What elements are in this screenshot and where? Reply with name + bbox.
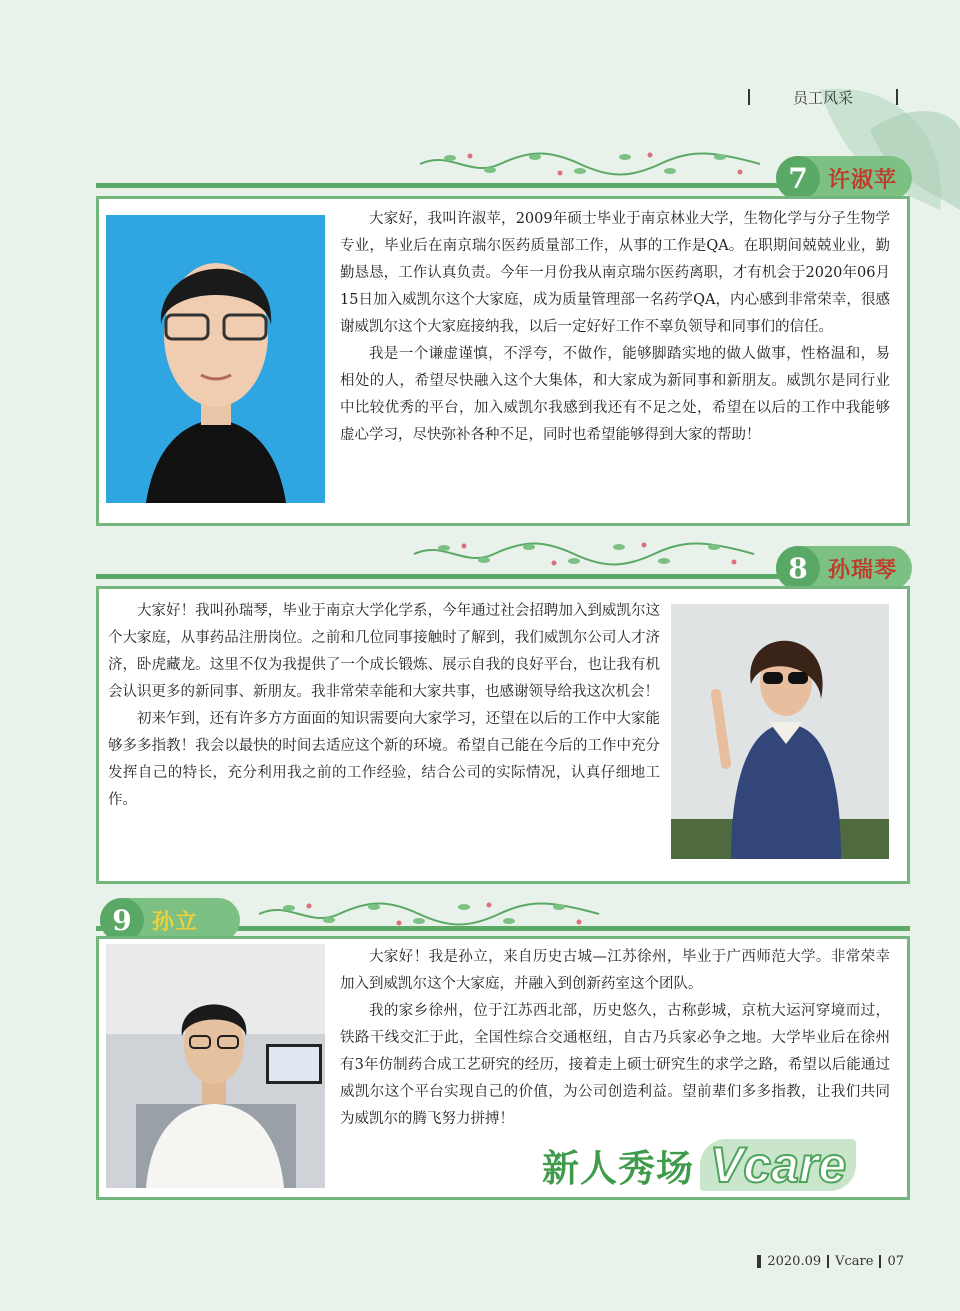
- paragraph: 大家好！我叫孙瑞琴，毕业于南京大学化学系，今年通过社会招聘加入到威凯尔这个大家庭，从事药品注册岗位。之前和几位同事接触时了解到，我们威凯尔公司人才济济，卧虎藏龙。这里不仅为我提供了一个成长锻炼、展示自我的良好平台，也让我有机会认识更多的新同事、新朋友。我非常荣幸能和大家共事，也感谢领导给我这次机会！: [108, 603, 660, 700]
- profile-photo-7: [106, 215, 325, 503]
- profile-number: 9: [100, 898, 144, 942]
- paragraph: 我是一个谦虚谨慎，不浮夸，不做作，能够脚踏实地的做人做事，性格温和，易相处的人，希望尽快融入这个大集体，和大家成为新同事和新朋友。威凯尔是同行业中比较优秀的平台，加入威凯尔我感到我还有不足之处，希望在以后的工作中我能够虚心学习，尽快弥补各种不足，同时也希望能够得到大家的帮助！: [340, 346, 890, 443]
- profile-text-9: [340, 944, 890, 1133]
- paragraph: 初来乍到，还有许多方方面面的知识需要向大家学习，还望在以后的工作中大家能够多多指教！我会以最快的时间去适应这个新的环境。希望自己能在今后的工作中充分发挥自己的特长，充分利用我之前的工作经验，结合公司的实际情况，认真仔细地工作。: [108, 711, 660, 808]
- brand-banner: [542, 1138, 902, 1192]
- portrait-illustration: [106, 944, 325, 1188]
- vine-decoration: [398, 540, 770, 568]
- footer-divider: [879, 1255, 881, 1268]
- profile-number: 7: [776, 156, 820, 200]
- profile-name: 许淑苹: [828, 166, 898, 193]
- footer-divider: [757, 1255, 761, 1268]
- profile-tag-7: [776, 156, 912, 200]
- paragraph: 我的家乡徐州，位于江苏西北部，历史悠久，古称彭城，京杭大运河穿境而过，铁路干线交汇于此，全国性综合交通枢纽，自古乃兵家必争之地。大学毕业后在徐州有3年仿制药合成工艺研究的经历，接着走上硕士研究生的求学之路，希望以后能通过威凯尔这个平台实现自己的价值，为公司创造利益。望前辈们多多指教，让我们共同为威凯尔的腾飞努力拼搏！: [340, 1003, 890, 1127]
- profile-number: 8: [776, 546, 820, 590]
- header-divider-right: [896, 89, 898, 105]
- profile-text-7: [340, 206, 890, 449]
- profile-photo-8: [671, 604, 889, 859]
- page-number: 07: [887, 1254, 904, 1269]
- section-title: 员工风采: [792, 88, 853, 107]
- profile-text-8: [108, 598, 660, 814]
- profile-photo-9: [106, 944, 325, 1188]
- paragraph: 大家好！我是孙立，来自历史古城—江苏徐州，毕业于广西师范大学。非常荣幸加入到威凯尔这个大家庭，并融入到创新药室这个团队。: [340, 949, 890, 992]
- portrait-illustration: [106, 215, 325, 503]
- footer-divider: [827, 1255, 829, 1268]
- section-header: [748, 86, 898, 108]
- magazine-name: Vcare: [835, 1254, 874, 1269]
- page-footer: [757, 1254, 904, 1269]
- paragraph: 大家好，我叫许淑苹，2009年硕士毕业于南京林业大学，生物化学与分子生物学专业，毕业后在南京瑞尔医药质量部工作，从事的工作是QA。在职期间兢兢业业，勤勤恳恳，工作认真负责。今年一月份我从南京瑞尔医药离职，才有机会于2020年06月15日加入威凯尔这个大家庭，成为质量管理部一名药学QA，内心感到非常荣幸，很感谢威凯尔这个大家庭接纳我，以后一定好好工作不辜负领导和同事们的信任。: [340, 211, 890, 335]
- profile-name: 孙立: [152, 908, 199, 935]
- issue-date: 2020.09: [767, 1254, 822, 1269]
- header-divider-left: [748, 89, 750, 105]
- profile-tag-8: [776, 546, 912, 590]
- portrait-illustration: [671, 604, 889, 859]
- vine-decoration: [420, 150, 760, 178]
- profile-name: 孙瑞琴: [828, 556, 898, 583]
- brand-logo: Vcare: [700, 1139, 856, 1191]
- brand-title: 新人秀场: [542, 1146, 694, 1190]
- vine-decoration: [244, 900, 614, 928]
